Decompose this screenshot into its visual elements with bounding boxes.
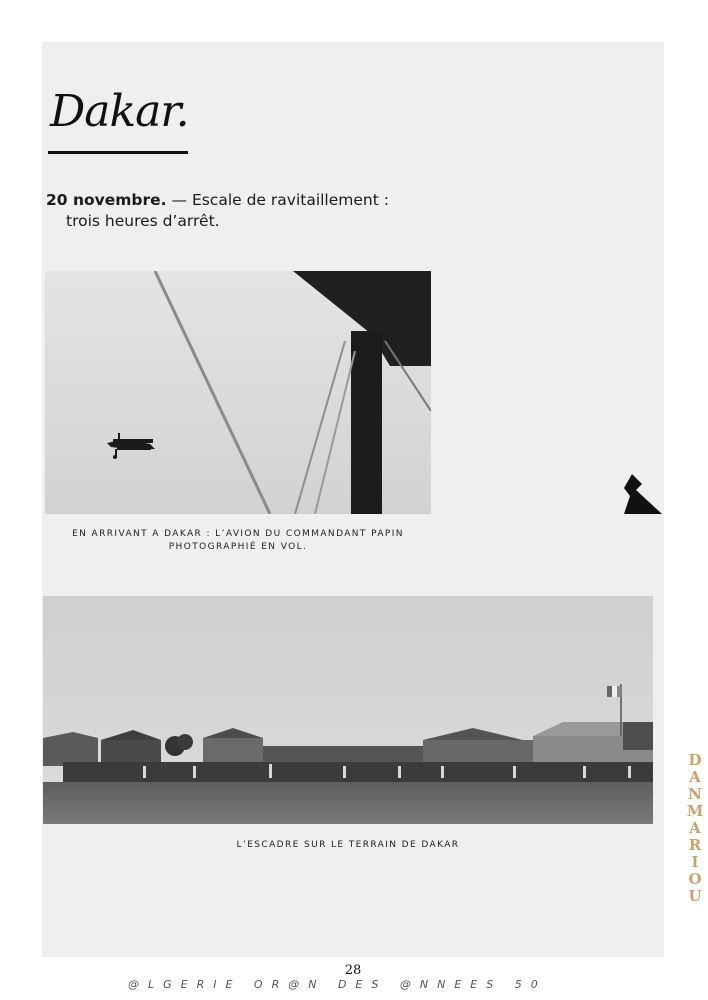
entry-dash: — <box>171 191 187 209</box>
side-watermark <box>686 752 704 905</box>
photo-squadron-airfield-image <box>43 596 653 824</box>
photo-squadron-airfield <box>43 596 653 824</box>
photo-caption-1-line1: EN ARRIVANT A DAKAR : L’AVION DU COMMANDANT PAPIN <box>72 529 404 539</box>
side-watermark-letter: D <box>688 751 702 769</box>
page-number: 28 <box>344 963 362 978</box>
tricolour-flag-icon <box>607 686 621 697</box>
side-watermark-letter: O <box>688 870 702 888</box>
photo-plane-in-flight-image <box>45 271 431 514</box>
side-watermark-letter: U <box>688 887 702 905</box>
side-watermark-letter: M <box>686 802 704 820</box>
side-watermark-letter: A <box>689 768 701 786</box>
entry-text-line1: Escale de ravitaillement : <box>191 191 389 209</box>
side-watermark-letter: N <box>688 785 702 803</box>
page-title: Dakar. <box>50 86 189 137</box>
photo-caption-2: L’ESCADRE SUR LE TERRAIN DE DAKAR <box>236 840 460 850</box>
entry-text-line2: trois heures d’arrêt. <box>66 212 220 230</box>
title-underline <box>48 151 188 154</box>
footer-watermark: @LGERIE OR@N DES @NNEES 50 <box>128 978 547 991</box>
side-watermark-letter: I <box>691 853 699 871</box>
photo-plane-in-flight <box>45 271 431 514</box>
side-watermark-letter: A <box>689 819 701 837</box>
journal-entry <box>46 190 431 232</box>
side-watermark-letter: R <box>688 836 702 854</box>
photo-caption-1 <box>45 528 431 554</box>
entry-date: 20 novembre. <box>46 191 167 209</box>
photo-caption-1-line2: PHOTOGRAPHIÉ EN VOL. <box>168 542 308 552</box>
margin-arrow-mark <box>622 474 662 516</box>
